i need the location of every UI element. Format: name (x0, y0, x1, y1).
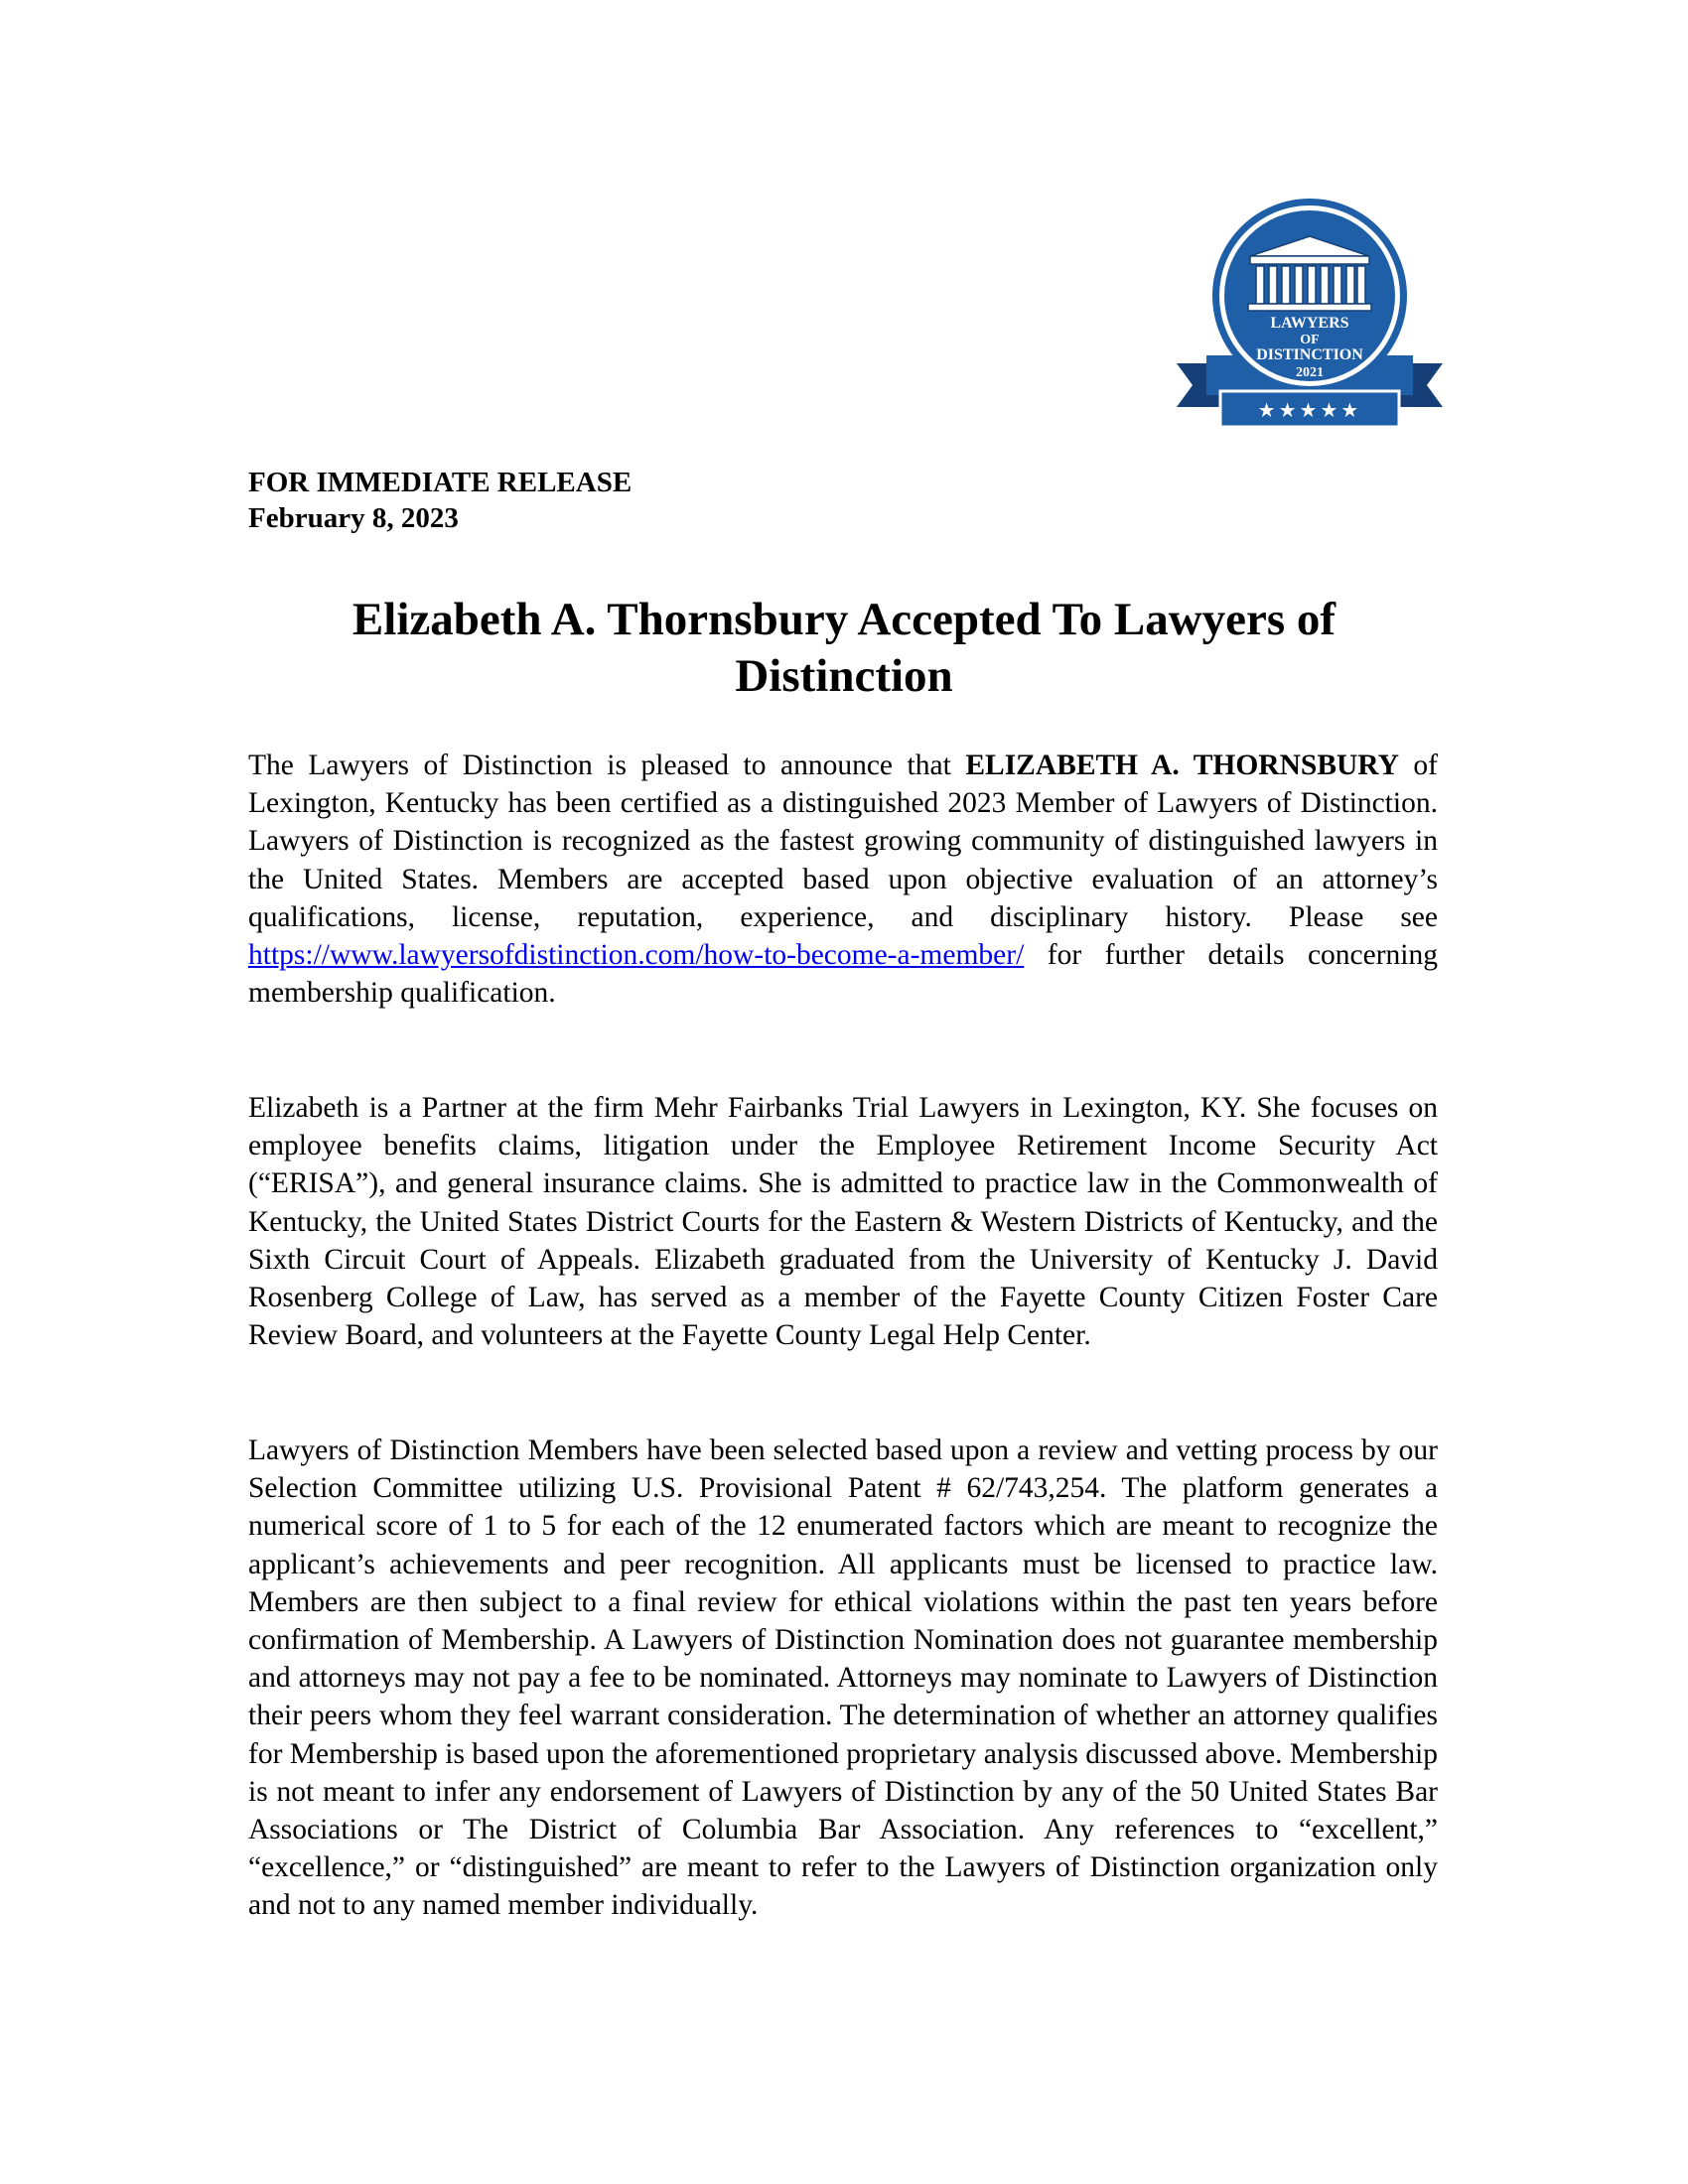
badge-line-of: OF (1300, 333, 1320, 347)
paragraph-announcement (248, 747, 1438, 1012)
paragraph-1-body: of Lexington, Kentucky has been certified as a distinguished 2023 Member of Lawyers of Distinction. Lawyers of Distinction is recognized as the fastest growing community of distinguished lawyers in the United States. Members are accepted based upon objective evaluation of an attorney’s qualifications, license, reputation, experience, and disciplinary history. Please see (248, 750, 1438, 933)
membership-link[interactable]: https://www.lawyersofdistinction.com/how-to-become-a-member/ (248, 939, 1025, 972)
paragraph-biography: Elizabeth is a Partner at the firm Mehr Fairbanks Trial Lawyers in Lexington, KY. She focuses on employee benefits claims, litigation under the Employee Retirement Income Security Act (“ERISA”), and general insurance claims. She is admitted to practice law in the Commonwealth of Kentucky, the United States District Courts for the Eastern & Western Districts of Kentucky, and the Sixth Circuit Court of Appeals. Elizabeth graduated from the University of Kentucky J. David Rosenberg College of Law, has served as a member of the Fayette County Citizen Foster Care Review Board, and volunteers at the Fayette County Legal Help Center. (248, 1092, 1438, 1352)
paragraph-1-closing: for further details concerning membership qualification. (248, 939, 1438, 1010)
lawyers-of-distinction-badge-logo (1177, 197, 1443, 429)
star-rating-icon: ★★★★★ (1257, 398, 1362, 422)
badge-year: 2021 (1296, 365, 1324, 380)
release-date: February 8, 2023 (248, 502, 459, 534)
release-label: FOR IMMEDIATE RELEASE (248, 467, 633, 498)
member-name: ELIZABETH A. THORNSBURY (965, 750, 1399, 781)
paragraph-1-intro: The Lawyers of Distinction is pleased to announce that (248, 750, 966, 781)
page-title: Elizabeth A. Thornsbury Accepted To Lawyers of Distinction (352, 594, 1336, 702)
badge-line-distinction: DISTINCTION (1256, 346, 1363, 363)
release-info (248, 465, 632, 536)
paragraph-selection-process: Lawyers of Distinction Members have been selected based upon a review and vetting process by our Selection Committee utilizing U.S. Provisional Patent # 62/743,254. The platform generates a numerical score of 1 to 5 for each of the 12 enumerated factors which are meant to recognize the applicant’s achievements and peer recognition. All applicants must be licensed to practice law. Members are then subject to a final review for ethical violations within the past ten years before confirmation of Membership. A Lawyers of Distinction Nomination does not guarantee membership and attorneys may not pay a fee to be nominated. Attorneys may nominate to Lawyers of Distinction their peers whom they feel warrant consideration. The determination of whether an attorney qualifies for Membership is based upon the aforementioned proprietary analysis discussed above. Membership is not meant to infer any endorsement of Lawyers of Distinction by any of the 50 United States Bar Associations or The District of Columbia Bar Association. Any references to “excellent,” “excellence,” or “distinguished” are meant to refer to the Lawyers of Distinction organization only and not to any named member individually. (248, 1434, 1438, 1922)
badge-line-lawyers: LAWYERS (1270, 315, 1349, 332)
